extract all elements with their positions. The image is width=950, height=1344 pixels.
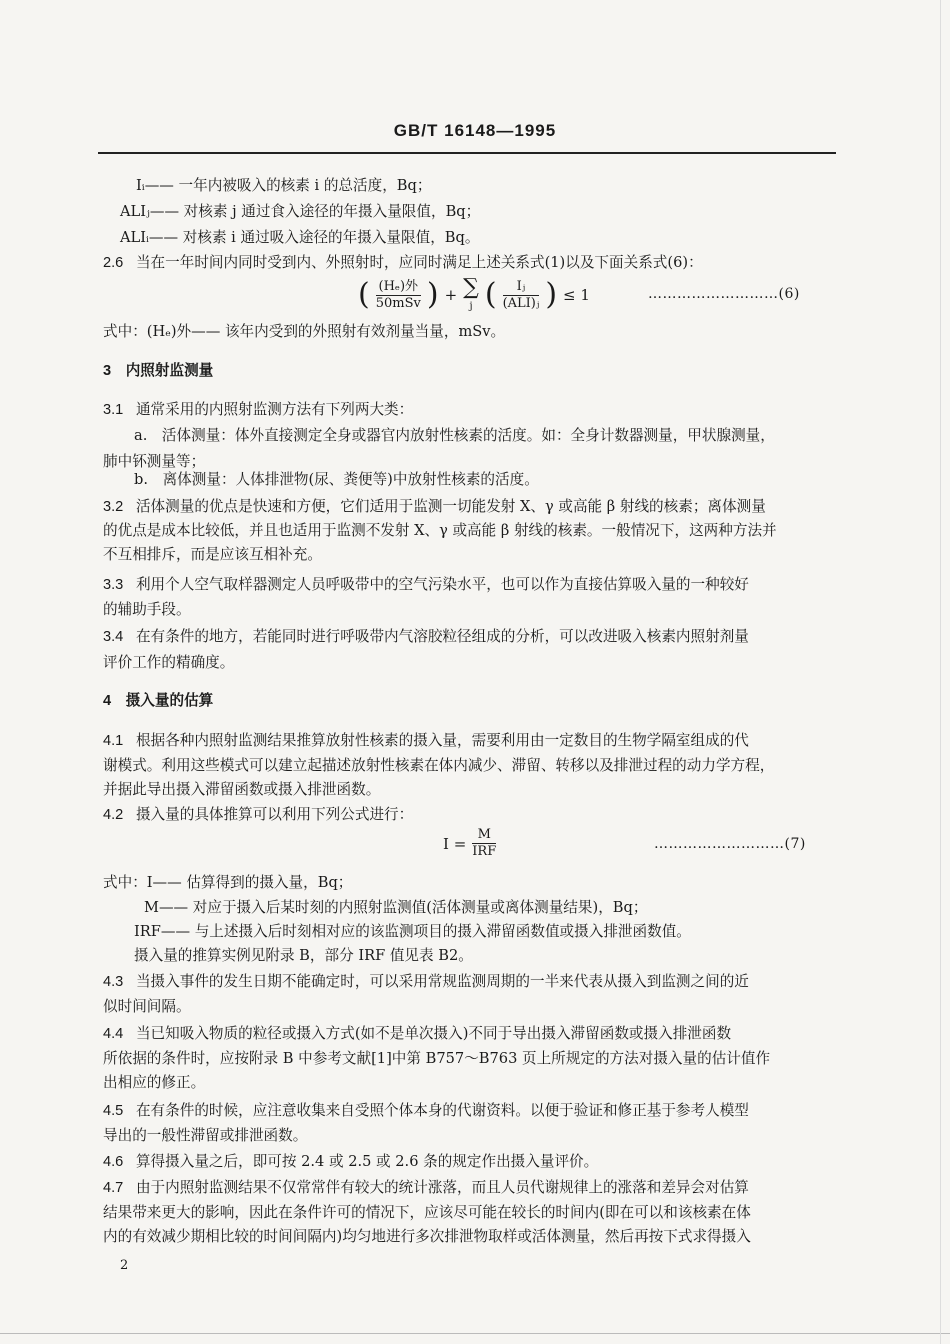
clause-3-1	[103, 400, 413, 420]
formula-denominator-2: (ALI)ⱼ	[502, 295, 540, 311]
formula-fraction-1	[376, 279, 421, 312]
formula-paren-open-2: (	[484, 277, 497, 312]
formula-fraction	[472, 827, 496, 860]
clause-4-5	[103, 1101, 749, 1121]
scan-edge-bottom	[0, 1333, 950, 1334]
formula-denominator-1: 50mSv	[375, 295, 421, 311]
formula-paren-close-2: )	[545, 277, 558, 312]
sum-symbol: ∑	[463, 275, 479, 300]
formula-numerator-1: (Hₑ)外	[378, 278, 419, 294]
definition-alii: ALIᵢ—— 对核素 i 通过吸入途径的年摄入量限值，Bq。	[120, 229, 480, 246]
header-rule	[98, 152, 836, 154]
clause-text: 算得摄入量之后，即可按 2.4 或 2.5 或 2.6 条的规定作出摄入量评价。	[135, 1153, 599, 1170]
clause-number: 3.3	[103, 577, 124, 593]
definition-alij: ALIⱼ—— 对核素 j 通过食入途径的年摄入量限值，Bq；	[120, 203, 481, 220]
clause-text: 当摄入事件的发生日期不能确定时，可以采用常规监测周期的一半来代表从摄入到监测之间的近	[135, 973, 749, 990]
formula-6-explanation: 式中：(Hₑ)外—— 该年内受到的外照射有效剂量当量，mSv。	[103, 323, 506, 340]
definition-i: Iᵢ—— 一年内被吸入的核素 i 的总活度，Bq；	[136, 177, 432, 194]
clause-4-7	[103, 1178, 749, 1198]
formula-numerator: M	[477, 827, 491, 842]
clause-number: 3.2	[103, 499, 124, 515]
clause-3-4-line-2: 评价工作的精确度。	[103, 654, 235, 671]
clause-4-7-line-2: 结果带来更大的影响，因此在条件许可的情况下，应该尽可能在较长的时间内(即在可以和该核素在体	[103, 1204, 751, 1221]
clause-number: 4.2	[103, 807, 124, 823]
section-3-heading: 3 内照射监测量	[103, 363, 214, 379]
clause-3-1-b: b. 离体测量：人体排泄物(尿、粪便等)中放射性核素的活度。	[134, 471, 539, 488]
formula-numerator-2: Iⱼ	[516, 278, 526, 294]
formula-fraction-2	[503, 279, 540, 312]
clause-4-1-line-2: 谢模式。利用这些模式可以建立起描述放射性核素在体内减少、滞留、转移以及排泄过程的动力学方程，	[103, 757, 775, 774]
formula-7-where-i: 式中：I—— 估算得到的摄入量，Bq；	[103, 874, 353, 891]
clause-number: 4.1	[103, 733, 124, 749]
clause-3-2-line-3: 不互相排斥，而是应该互相补充。	[103, 546, 322, 563]
clause-text: 当在一年时间内同时受到内、外照射时，应同时满足上述关系式(1)以及下面关系式(6)：	[135, 254, 703, 271]
formula-relation: ≤ 1	[563, 286, 590, 304]
clause-4-7-line-3: 内的有效减少期相比较的时间间隔内)均匀地进行多次排泄物取样或活体测量，然后再按下式求得摄入	[103, 1228, 751, 1245]
clause-text: 摄入量的具体推算可以利用下列公式进行：	[135, 806, 414, 823]
clause-text: 根据各种内照射监测结果推算放射性核素的摄入量，需要利用由一定数目的生物学隔室组成的代	[135, 732, 749, 749]
page-number: 2	[120, 1258, 129, 1273]
clause-3-4	[103, 627, 749, 647]
clause-3-2	[103, 497, 766, 517]
clause-4-4	[103, 1024, 731, 1044]
clause-text: 在有条件的地方，若能同时进行呼吸带内气溶胶粒径组成的分析，可以改进吸入核素内照射剂量	[135, 628, 749, 645]
clause-text: 在有条件的时候，应注意收集来自受照个体本身的代谢资料。以便于验证和修正基于参考人模型	[135, 1102, 749, 1119]
clause-number: 4.6	[103, 1154, 124, 1170]
section-4-heading: 4 摄入量的估算	[103, 693, 214, 709]
formula-denominator: IRF	[472, 844, 497, 859]
formula-sum	[463, 276, 479, 314]
formula-plus: +	[444, 286, 458, 304]
clause-number: 3.1	[103, 402, 124, 418]
clause-4-4-line-2: 所依据的条件时，应按附录 B 中参考文献[1]中第 B757～B763 页上所规定的方法对摄入量的估计值作	[103, 1050, 771, 1067]
clause-4-5-line-2: 导出的一般性滞留或排泄函数。	[103, 1127, 308, 1144]
clause-number: 3.4	[103, 629, 124, 645]
standard-header: GB/T 16148—1995	[393, 121, 557, 140]
formula-paren-open: (	[358, 277, 370, 312]
clause-3-1-a: a. 活体测量：体外直接测定全身或器官内放射性核素的活度。如：全身计数器测量，甲状腺测量，	[134, 427, 775, 444]
formula-paren-close: )	[426, 277, 439, 312]
formula-7-example-note: 摄入量的推算实例见附录 B，部分 IRF 值见表 B2。	[134, 947, 473, 964]
sum-subscript: j	[469, 301, 473, 312]
clause-text: 当已知吸入物质的粒径或摄入方式(如不是单次摄入)不同于导出摄入滞留函数或摄入排泄函数	[135, 1025, 732, 1042]
clause-text: 活体测量的优点是快速和方便，它们适用于监测一切能发射 X、γ 或高能 β 射线的核素；离体测量	[135, 498, 766, 515]
scan-edge-right	[940, 0, 941, 1344]
clause-text: 通常采用的内照射监测方法有下列两大类：	[135, 401, 414, 418]
formula-7-where-m: M—— 对应于摄入后某时刻的内照射监测值(活体测量或离体测量结果)，Bq；	[144, 899, 648, 916]
clause-4-1-line-3: 并据此导出摄入滞留函数或摄入排泄函数。	[103, 781, 381, 798]
clause-number: 2.6	[103, 255, 124, 271]
clause-4-3	[103, 972, 749, 992]
clause-text: 由于内照射监测结果不仅常常伴有较大的统计涨落，而且人员代谢规律上的涨落和差异会对估算	[135, 1179, 749, 1196]
formula-7-where-irf: IRF—— 与上述摄入后时刻相对应的该监测项目的摄入滞留函数值或摄入排泄函数值。	[134, 923, 691, 940]
clause-3-1-a-cont: 肺中钚测量等；	[103, 453, 206, 470]
formula-lhs: I =	[443, 834, 467, 853]
clause-number: 4.4	[103, 1026, 124, 1042]
equation-number-6: ………………………(6)	[648, 286, 800, 302]
clause-4-4-line-3: 出相应的修正。	[103, 1074, 206, 1091]
clause-4-6	[103, 1152, 598, 1172]
clause-number: 4.5	[103, 1103, 124, 1119]
clause-2-6	[103, 253, 703, 273]
clause-4-2	[103, 805, 413, 825]
formula-6	[358, 276, 590, 314]
clause-text: 利用个人空气取样器测定人员呼吸带中的空气污染水平，也可以作为直接估算吸入量的一种较好	[135, 576, 749, 593]
clause-4-1	[103, 731, 749, 751]
clause-3-2-line-2: 的优点是成本比较低，并且也适用于监测不发射 X、γ 或高能 β 射线的核素。一般情况下，这两种方法并	[103, 522, 777, 539]
equation-number-7: ………………………(7)	[654, 836, 806, 852]
formula-7	[443, 827, 496, 860]
clause-4-3-line-2: 似时间间隔。	[103, 998, 191, 1015]
clause-3-3-line-2: 的辅助手段。	[103, 601, 191, 618]
clause-number: 4.3	[103, 974, 124, 990]
clause-3-3	[103, 575, 749, 595]
clause-number: 4.7	[103, 1180, 124, 1196]
